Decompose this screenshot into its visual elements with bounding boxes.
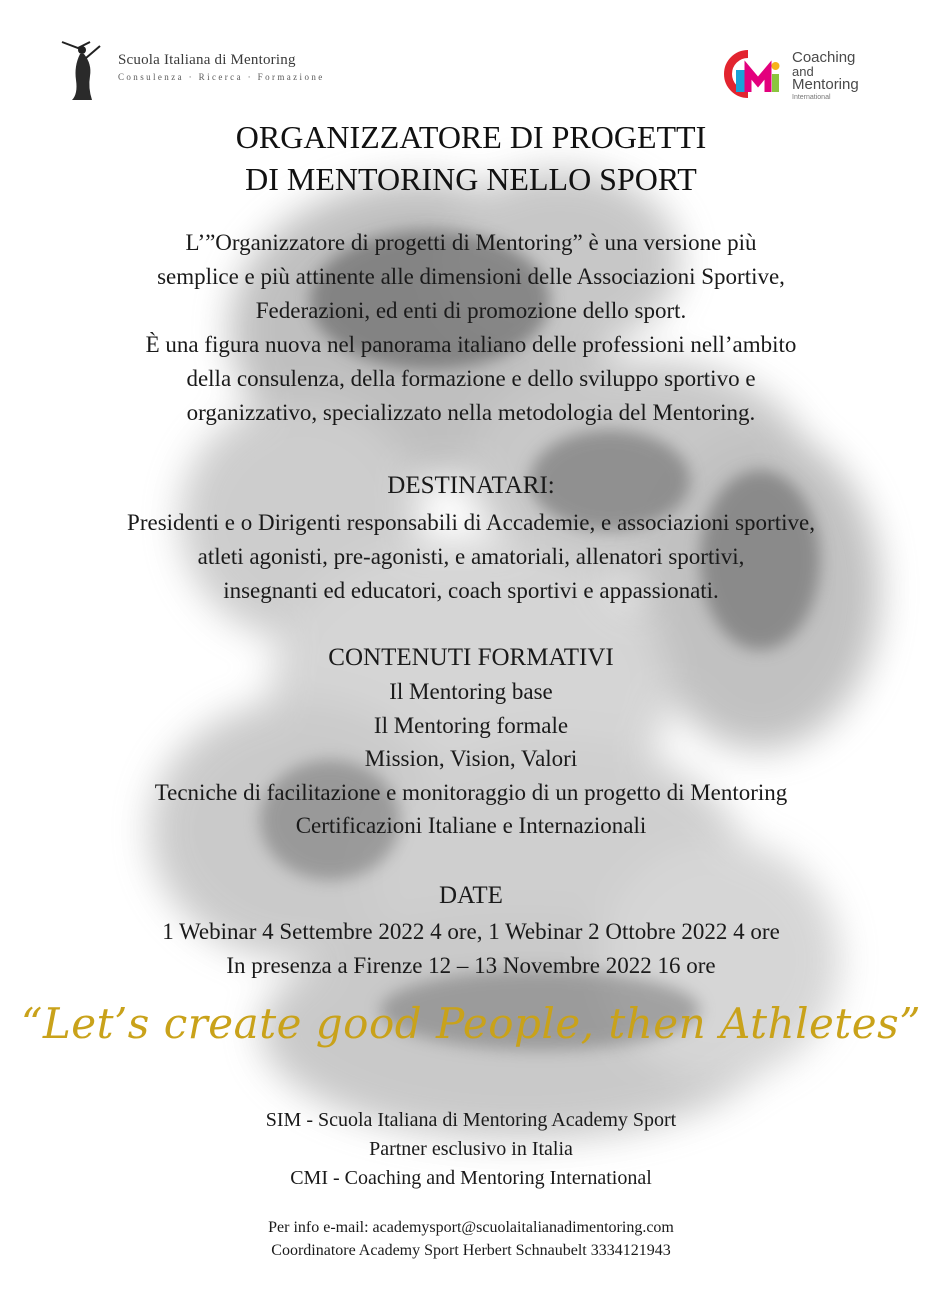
contenuti-item: Mission, Vision, Valori (364, 746, 578, 771)
destinatari-line: Presidenti e o Dirigenti responsabili di Accademie, e associazioni sportive, (127, 510, 815, 535)
intro-line: Federazioni, ed enti di promozione dello sport. (255, 298, 687, 323)
contenuti-item: Tecniche di facilitazione e monitoraggio di un progetto di Mentoring (154, 779, 788, 805)
cmi-logo (718, 44, 898, 104)
cmi-logo-word-international: International (792, 94, 831, 101)
destinatari-heading (0, 470, 942, 502)
contenuti-item: Il Mentoring formale (373, 712, 569, 738)
cmi-logo-word-coaching: Coaching (792, 49, 856, 66)
contact-email-line: Per info e-mail: academysport@scuolaitalianadimentoring.com (268, 1219, 674, 1236)
intro-line: della consulenza, della formazione e dello sviluppo sportivo e (186, 366, 756, 391)
partner-block (0, 1106, 942, 1193)
classical-figure-icon (56, 36, 106, 102)
page-title (0, 116, 942, 200)
destinatari-list (0, 506, 942, 608)
sim-logo-name: Scuola Italiana di Mentoring (118, 52, 296, 68)
contact-info (0, 1216, 942, 1262)
partner-line: SIM - Scuola Italiana di Mentoring Academy Sport (265, 1109, 677, 1131)
sim-logo-tagline: Consulenza · Ricerca · Formazione (118, 72, 325, 82)
destinatari-heading-text: DESTINATARI: (387, 472, 555, 499)
sim-logo (56, 36, 356, 102)
destinatari-line: insegnanti ed educatori, coach sportivi e appassionati. (223, 578, 719, 603)
contenuti-heading (0, 642, 942, 674)
partner-line: CMI - Coaching and Mentoring International (290, 1167, 652, 1189)
motto-quote (0, 996, 942, 1052)
title-line: DI MENTORING NELLO SPORT (245, 161, 697, 197)
intro-line: organizzativo, specializzato nella metodologia del Mentoring. (186, 400, 756, 425)
date-list (0, 915, 942, 983)
title-line: ORGANIZZATORE DI PROGETTI (235, 119, 707, 155)
motto-quote-text: “Let’s create good People, then Athletes” (20, 999, 922, 1048)
cmi-logo-mark-icon (718, 44, 788, 104)
date-heading (0, 880, 942, 912)
contenuti-heading-text: CONTENUTI FORMATIVI (328, 644, 614, 671)
cmi-logo-word-and: and (792, 64, 814, 79)
date-heading-text: DATE (439, 882, 503, 909)
contenuti-item: Il Mentoring base (389, 679, 553, 704)
date-line: In presenza a Firenze 12 – 13 Novembre 2022 16 ore (226, 953, 716, 978)
intro-line: L’”Organizzatore di progetti di Mentoring” è una versione più (185, 230, 757, 255)
destinatari-line: atleti agonisti, pre-agonisti, e amatoriali, allenatori sportivi, (197, 544, 745, 569)
partner-line: Partner esclusivo in Italia (369, 1138, 573, 1160)
contenuti-item: Certificazioni Italiane e Internazionali (295, 813, 647, 838)
contact-coordinator-line: Coordinatore Academy Sport Herbert Schnaubelt 3334121943 (271, 1242, 671, 1259)
intro-paragraph (0, 226, 942, 430)
cmi-logo-word-mentoring: Mentoring (792, 76, 859, 93)
intro-line: È una figura nuova nel panorama italiano delle professioni nell’ambito (145, 332, 797, 357)
date-line: 1 Webinar 4 Settembre 2022 4 ore, 1 Webinar 2 Ottobre 2022 4 ore (162, 919, 780, 944)
contenuti-list (0, 675, 942, 843)
intro-line: semplice e più attinente alle dimensioni delle Associazioni Sportive, (157, 264, 785, 289)
